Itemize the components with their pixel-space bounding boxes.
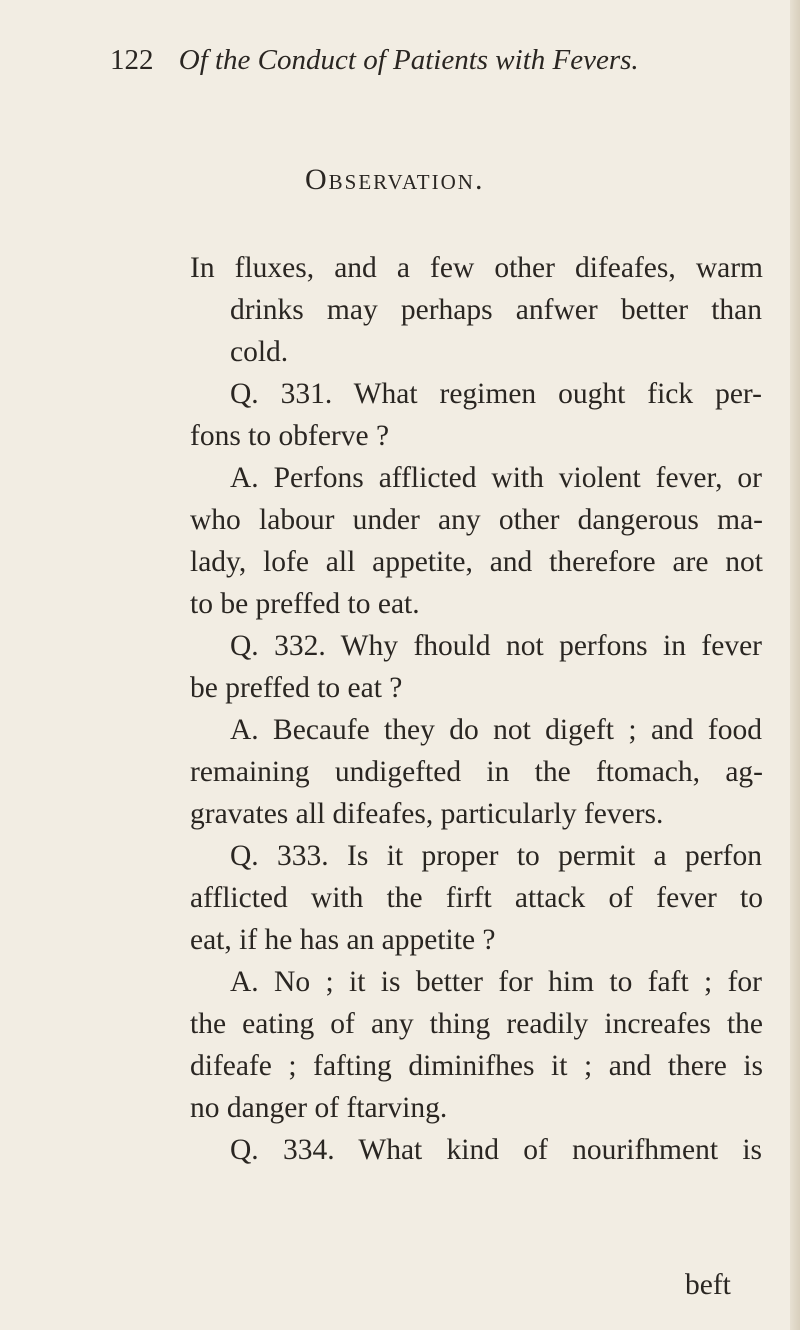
question-line: Q. 334. What kind of nourifhment is <box>230 1134 762 1166</box>
text-line: eat, if he has an appetite ? <box>190 924 496 956</box>
section-heading: Observation. <box>305 163 485 196</box>
question-line: Q. 333. Is it proper to permit a perfon <box>230 840 762 872</box>
text-line: lady, lofe all appetite, and therefore are not <box>190 546 763 578</box>
page-edge <box>790 0 800 1330</box>
text-line: to be preffed to eat. <box>190 588 420 620</box>
text-line: afflicted with the firft attack of fever to <box>190 882 763 914</box>
text-line: remaining undigefted in the ftomach, ag- <box>190 756 763 788</box>
text-line: difeafe ; fafting diminifhes it ; and there is <box>190 1050 763 1082</box>
running-title: Of the Conduct of Patients with Fevers. <box>178 44 639 76</box>
answer-line: A. No ; it is better for him to faft ; for <box>230 966 762 998</box>
answer-line: A. Becaufe they do not digeft ; and food <box>230 714 762 746</box>
running-header <box>110 40 710 80</box>
text-line: In fluxes, and a few other difeafes, warm <box>190 252 763 284</box>
text-line: fons to obferve ? <box>190 420 390 452</box>
text-line: the eating of any thing readily increafes the <box>190 1008 763 1040</box>
text-line: gravates all difeafes, particularly fevers. <box>190 798 664 830</box>
text-line: drinks may perhaps anfwer better than <box>230 294 762 326</box>
text-line: be preffed to eat ? <box>190 672 403 704</box>
page-number: 122 <box>110 44 154 76</box>
text-line: who labour under any other dangerous ma- <box>190 504 763 536</box>
answer-line: A. Perfons afflicted with violent fever, or <box>230 462 762 494</box>
catchword: beft <box>685 1269 731 1301</box>
text-line: cold. <box>230 336 289 368</box>
question-line: Q. 331. What regimen ought fick per- <box>230 378 762 410</box>
question-line: Q. 332. Why fhould not perfons in fever <box>230 630 762 662</box>
text-line: no danger of ftarving. <box>190 1092 448 1124</box>
